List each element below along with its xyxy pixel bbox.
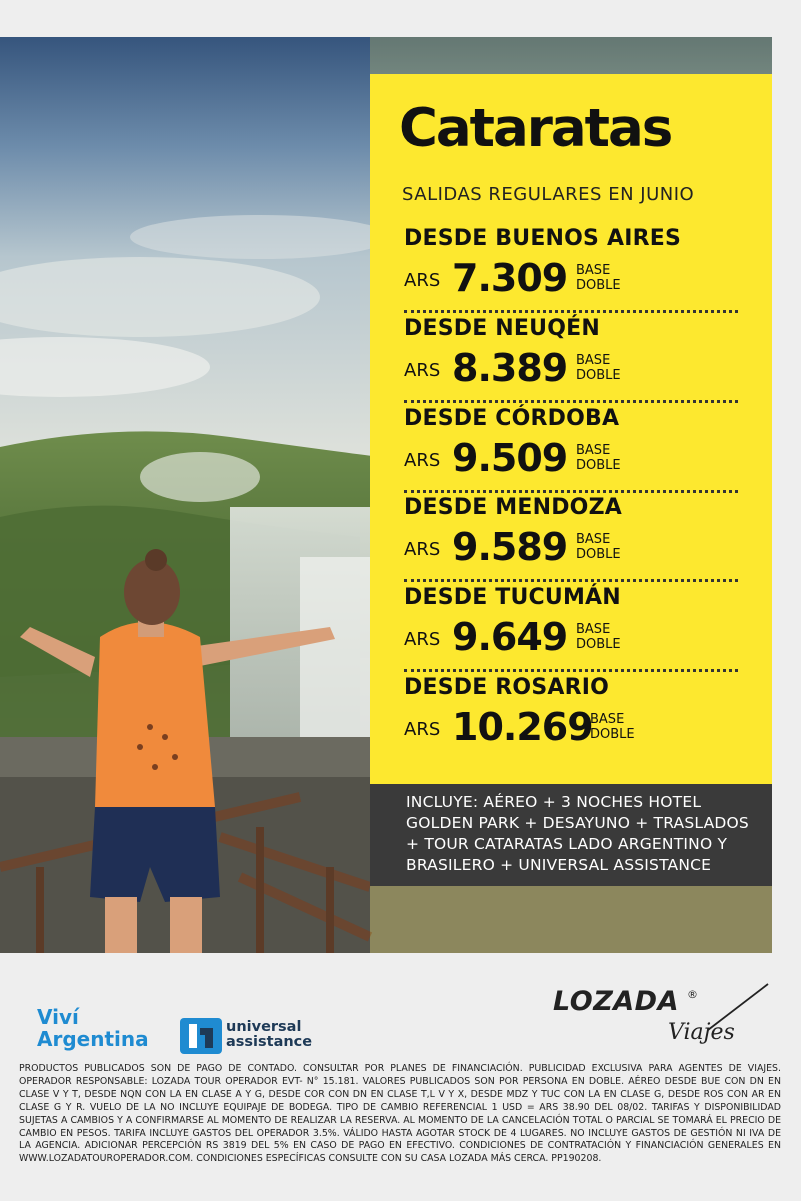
route-base [576, 263, 621, 293]
route-currency: ARS [404, 539, 441, 560]
route-base-line2: DOBLE [590, 727, 635, 742]
route-currency: ARS [404, 629, 441, 650]
route-base-line1: BASE [576, 353, 611, 368]
route-origin: DESDE ROSARIO [404, 675, 610, 700]
route-origin: DESDE MENDOZA [404, 495, 622, 520]
universal-assistance-icon [180, 1018, 222, 1054]
vivi-logo-line2: Argentina [37, 1027, 149, 1051]
dotted-divider [404, 400, 738, 403]
includes-box [370, 784, 772, 886]
route-origin: DESDE BUENOS AIRES [404, 226, 681, 251]
route-price: 8.389 [452, 346, 568, 390]
route-mendoza [370, 495, 772, 585]
page-title: Cataratas [399, 98, 672, 159]
dotted-divider [404, 579, 738, 582]
route-neuquen [370, 316, 772, 406]
route-base [590, 712, 635, 742]
route-base-line2: DOBLE [576, 458, 621, 473]
route-base [576, 622, 621, 652]
route-base [576, 532, 621, 562]
route-currency: ARS [404, 719, 441, 740]
route-currency: ARS [404, 360, 441, 381]
dotted-divider [404, 310, 738, 313]
route-price: 9.589 [452, 525, 568, 569]
route-origin: DESDE CÓRDOBA [404, 406, 620, 431]
legal-disclaimer: PRODUCTOS PUBLICADOS SON DE PAGO DE CONTADO. CONSULTAR POR PLANES DE FINANCIACIÓN. PUBLICIDAD EXCLUSIVA PARA AGENTES DE VIAJES. OPERADOR RESPONSABLE: LOZADA TOUR OPERADOR EVT- N° 15.181. VALORES PUBLICADOS SON POR PERSONA EN DOBLE. AÉREO DESDE BUE CON DN EN CLASE V Y T, DESDE NQN CON LA EN CLASE A Y G, DESDE COR CON DN EN CLASE T,L V Y X, DESDE MDZ Y TUC CON LA EN CLASE G, DESDE ROS CON AR EN CLASE G Y R. VUELO DE LA NO INCLUYE EQUIPAJE DE BODEGA. TIPO DE CAMBIO REFERENCIAL 1 USD = ARS 38.90 DEL 08/02. TARIFAS Y DISPONIBILIDAD SUJETAS A CAMBIOS Y A CONFIRMARSE AL MOMENTO DE REALIZAR LA RESERVA. AL MOMENTO DE LA CANCELACIÓN TOTAL O PARCIAL SE TOMARÁ EL PRECIO DE CAMBIO EN PESOS. TARIFA INCLUYE GASTOS DEL OPERADOR 3.5%. VÁLIDO HASTA AGOTAR STOCK DE 4 LUGARES. NO INCLUYE GASTOS DE GESTIÓN NI IVA DE LA AGENCIA. ADICIONAR PERCEPCIÓN RS 3819 DEL 5% EN CASO DE PAGO EN EFECTIVO. CONDICIONES DE CONTRATACIÓN Y FINANCIACIÓN GENERALES EN WWW.LOZADATOUROPERADOR.COM. CONDICIONES ESPECÍFICAS CONSULTE CON SU CASA LOZADA MÁS CERCA. PP190208. [19, 1063, 781, 1165]
price-panel [370, 74, 772, 784]
includes-text: INCLUYE: AÉREO + 3 NOCHES HOTEL GOLDEN PARK + DESAYUNO + TRASLADOS + TOUR CATARATAS LADO ARGENTINO Y BRASILERO + UNIVERSAL ASSISTANCE [406, 793, 749, 874]
route-base-line1: BASE [576, 532, 611, 547]
route-cordoba [370, 406, 772, 496]
ua-logo-line2: assistance [226, 1034, 313, 1050]
vivi-argentina-logo [37, 1006, 149, 1050]
route-base-line1: BASE [576, 443, 611, 458]
route-base-line2: DOBLE [576, 368, 621, 383]
route-base-line2: DOBLE [576, 637, 621, 652]
route-price: 10.269 [452, 705, 593, 749]
dotted-divider [404, 669, 738, 672]
route-base-line1: BASE [576, 263, 611, 278]
route-price: 9.509 [452, 436, 568, 480]
subtitle: SALIDAS REGULARES EN JUNIO [402, 184, 695, 205]
route-price: 7.309 [452, 256, 568, 300]
dotted-divider [404, 490, 738, 493]
route-price: 9.649 [452, 615, 568, 659]
lozada-registered-mark: ® [687, 988, 698, 1001]
ua-logo-line1: universal [226, 1019, 302, 1035]
route-origin: DESDE TUCUMÁN [404, 585, 621, 610]
route-tucuman [370, 585, 772, 675]
route-base [576, 353, 621, 383]
route-origin: DESDE NEUQÉN [404, 316, 600, 341]
route-rosario [370, 675, 772, 765]
route-currency: ARS [404, 450, 441, 471]
universal-assistance-logo [226, 1020, 312, 1050]
route-buenos-aires [370, 226, 772, 316]
lozada-logo: LOZADA [553, 986, 679, 1017]
route-currency: ARS [404, 270, 441, 291]
viajes-logo-text: Viajes [668, 1020, 735, 1045]
route-base-line2: DOBLE [576, 547, 621, 562]
route-base-line1: BASE [590, 712, 625, 727]
route-base-line2: DOBLE [576, 278, 621, 293]
vivi-logo-line1: Viví [37, 1005, 79, 1029]
route-base [576, 443, 621, 473]
route-base-line1: BASE [576, 622, 611, 637]
